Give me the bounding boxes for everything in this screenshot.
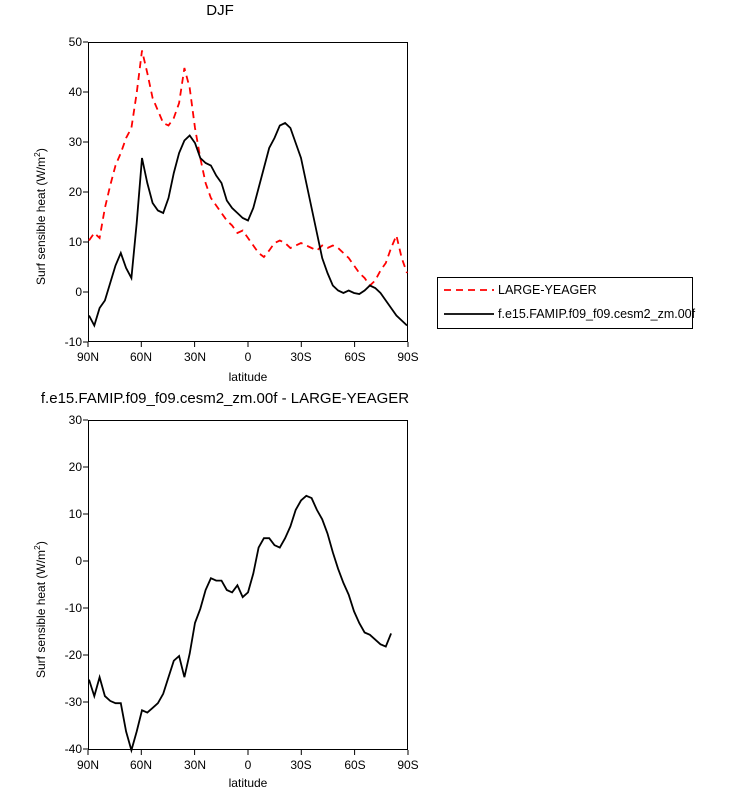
top-yaxis-label-close: ) bbox=[34, 148, 48, 153]
top-ytick-10: 10 bbox=[68, 235, 82, 249]
bottom-ytick-0: 0 bbox=[75, 554, 82, 568]
bottom-chart-panel bbox=[0, 390, 460, 790]
top-ytick-40: 40 bbox=[68, 85, 82, 99]
top-axis-ticks bbox=[0, 0, 460, 370]
bottom-yaxis-label-close: ) bbox=[34, 541, 48, 546]
top-yaxis-label-exponent: 2 bbox=[32, 152, 42, 157]
bottom-ytick-neg30: -30 bbox=[64, 695, 82, 709]
top-ytick-neg10: -10 bbox=[64, 335, 82, 349]
bottom-ytick-neg20: -20 bbox=[64, 648, 82, 662]
bottom-xtick-30S: 30S bbox=[290, 758, 312, 772]
legend-label-large-yeager: LARGE-YEAGER bbox=[498, 283, 597, 297]
top-ytick-30: 30 bbox=[68, 135, 82, 149]
top-xtick-0: 0 bbox=[244, 350, 252, 364]
bottom-ytick-10: 10 bbox=[68, 507, 82, 521]
top-chart-panel bbox=[0, 0, 460, 384]
legend bbox=[437, 277, 696, 329]
top-yaxis-label bbox=[32, 148, 48, 285]
legend-line-sample-solid bbox=[442, 308, 496, 320]
top-xtick-30S: 30S bbox=[290, 350, 312, 364]
top-xtick-60N: 60N bbox=[129, 350, 153, 364]
bottom-yaxis-label-exponent: 2 bbox=[32, 545, 42, 550]
top-xtick-60S: 60S bbox=[344, 350, 366, 364]
bottom-yaxis-label-text: Surf sensible heat (W/m bbox=[34, 549, 48, 678]
top-chart-title: DJF bbox=[206, 2, 234, 19]
bottom-xtick-90S: 90S bbox=[397, 758, 419, 772]
bottom-yaxis-label bbox=[32, 541, 48, 678]
bottom-xaxis-label: latitude bbox=[228, 776, 268, 790]
legend-line-sample-dashed bbox=[442, 284, 496, 296]
top-ytick-20: 20 bbox=[68, 185, 82, 199]
top-ytick-0: 0 bbox=[75, 285, 82, 299]
bottom-ytick-neg40: -40 bbox=[64, 742, 82, 756]
bottom-xtick-90N: 90N bbox=[76, 758, 100, 772]
legend-label-model: f.e15.FAMIP.f09_f09.cesm2_zm.00f bbox=[498, 307, 696, 321]
bottom-xtick-30N: 30N bbox=[183, 758, 207, 772]
bottom-axis-ticks bbox=[0, 390, 460, 785]
bottom-ytick-neg10: -10 bbox=[64, 601, 82, 615]
bottom-xtick-60S: 60S bbox=[344, 758, 366, 772]
top-xtick-90S: 90S bbox=[397, 350, 419, 364]
legend-item-large-yeager[interactable] bbox=[438, 278, 692, 302]
bottom-xtick-0: 0 bbox=[244, 758, 252, 772]
bottom-xtick-60N: 60N bbox=[129, 758, 153, 772]
top-ytick-50: 50 bbox=[68, 35, 82, 49]
top-yaxis-label-text: Surf sensible heat (W/m bbox=[34, 156, 48, 285]
top-xaxis-label: latitude bbox=[228, 370, 268, 384]
legend-item-model[interactable] bbox=[438, 302, 696, 326]
top-xtick-90N: 90N bbox=[76, 350, 100, 364]
bottom-ytick-30: 30 bbox=[68, 413, 82, 427]
top-xtick-30N: 30N bbox=[183, 350, 207, 364]
bottom-chart-title: f.e15.FAMIP.f09_f09.cesm2_zm.00f - LARGE-YEAGER bbox=[40, 390, 410, 407]
bottom-ytick-20: 20 bbox=[68, 460, 82, 474]
